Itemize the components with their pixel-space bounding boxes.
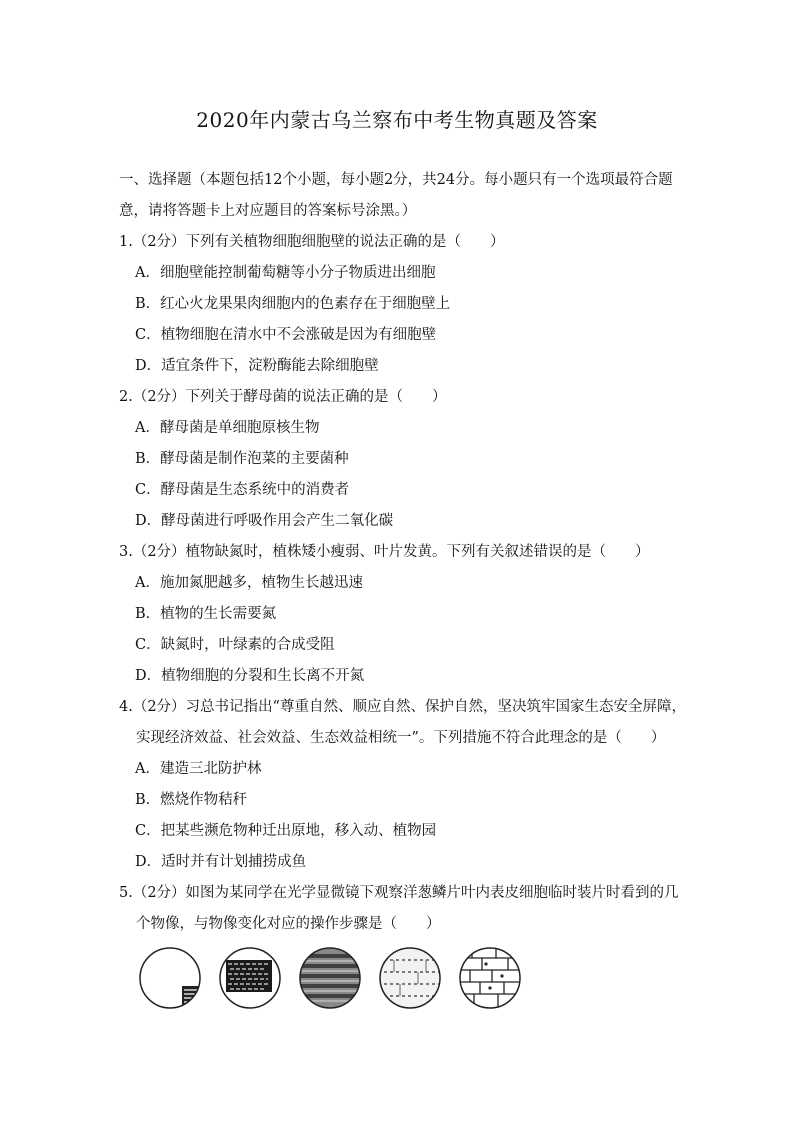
question-5-stem-cont: 个物像，与物像变化对应的操作步骤是（ ）	[136, 916, 441, 932]
question-4-option-d: D．适时并有计划捕捞成鱼	[135, 854, 307, 870]
question-3-option-b: B．植物的生长需要氮	[135, 606, 277, 622]
question-4-option-c: C．把某些濒危物种迁出原地，移入动、植物园	[135, 823, 437, 839]
question-3-option-d: D．植物细胞的分裂和生长离不开氮	[135, 668, 365, 684]
question-1-option-a: A．细胞壁能控制葡萄糖等小分子物质进出细胞	[135, 265, 436, 281]
question-1-option-d: D．适宜条件下，淀粉酶能去除细胞壁	[135, 358, 379, 374]
question-2-option-b: B．酵母菌是制作泡菜的主要菌种	[135, 451, 349, 467]
question-1-stem: 1.（2分）下列有关植物细胞细胞壁的说法正确的是（ ）	[119, 234, 505, 250]
microscope-view-5	[458, 946, 522, 1010]
question-3-option-a: A．施加氮肥越多，植物生长越迅速	[135, 575, 363, 591]
question-3-stem: 3.（2分）植物缺氮时，植株矮小瘦弱、叶片发黄。下列有关叙述错误的是（ ）	[119, 544, 650, 560]
question-4-option-b: B．燃烧作物秸秆	[135, 792, 248, 808]
question-2-stem: 2.（2分）下列关于酵母菌的说法正确的是（ ）	[119, 389, 447, 405]
question-1-option-c: C．植物细胞在清水中不会涨破是因为有细胞壁	[135, 327, 437, 343]
microscope-view-3	[298, 946, 362, 1010]
question-2-option-d: D．酵母菌进行呼吸作用会产生二氧化碳	[135, 513, 394, 529]
question-1-option-b: B．红心火龙果果肉细胞内的色素存在于细胞壁上	[135, 296, 451, 312]
microscope-view-1	[138, 946, 202, 1010]
question-2-option-c: C．酵母菌是生态系统中的消费者	[135, 482, 350, 498]
microscope-images	[138, 946, 548, 1016]
question-3-option-c: C．缺氮时，叶绿素的合成受阻	[135, 637, 335, 653]
document-title: 2020年内蒙古乌兰察布中考生物真题及答案	[196, 108, 598, 132]
question-4-stem-cont: 实现经济效益、社会效益、生态效益相统一”。下列措施不符合此理念的是（ ）	[136, 730, 666, 746]
microscope-view-2	[218, 946, 282, 1010]
microscope-view-4	[378, 946, 442, 1010]
question-4-option-a: A．建造三北防护林	[135, 761, 262, 777]
question-4-stem: 4.（2分）习总书记指出“尊重自然、顺应自然、保护自然，坚决筑牢国家生态安全屏障，	[119, 699, 686, 715]
section-heading: 一、选择题（本题包括12个小题，每小题2分，共24分。每小题只有一个选项最符合题	[119, 172, 673, 188]
section-heading-cont: 意，请将答题卡上对应题目的答案标号涂黑。）	[119, 203, 417, 219]
question-2-option-a: A．酵母菌是单细胞原核生物	[135, 420, 320, 436]
question-5-stem: 5.（2分）如图为某同学在光学显微镜下观察洋葱鳞片叶内表皮细胞临时装片时看到的几	[119, 885, 679, 901]
